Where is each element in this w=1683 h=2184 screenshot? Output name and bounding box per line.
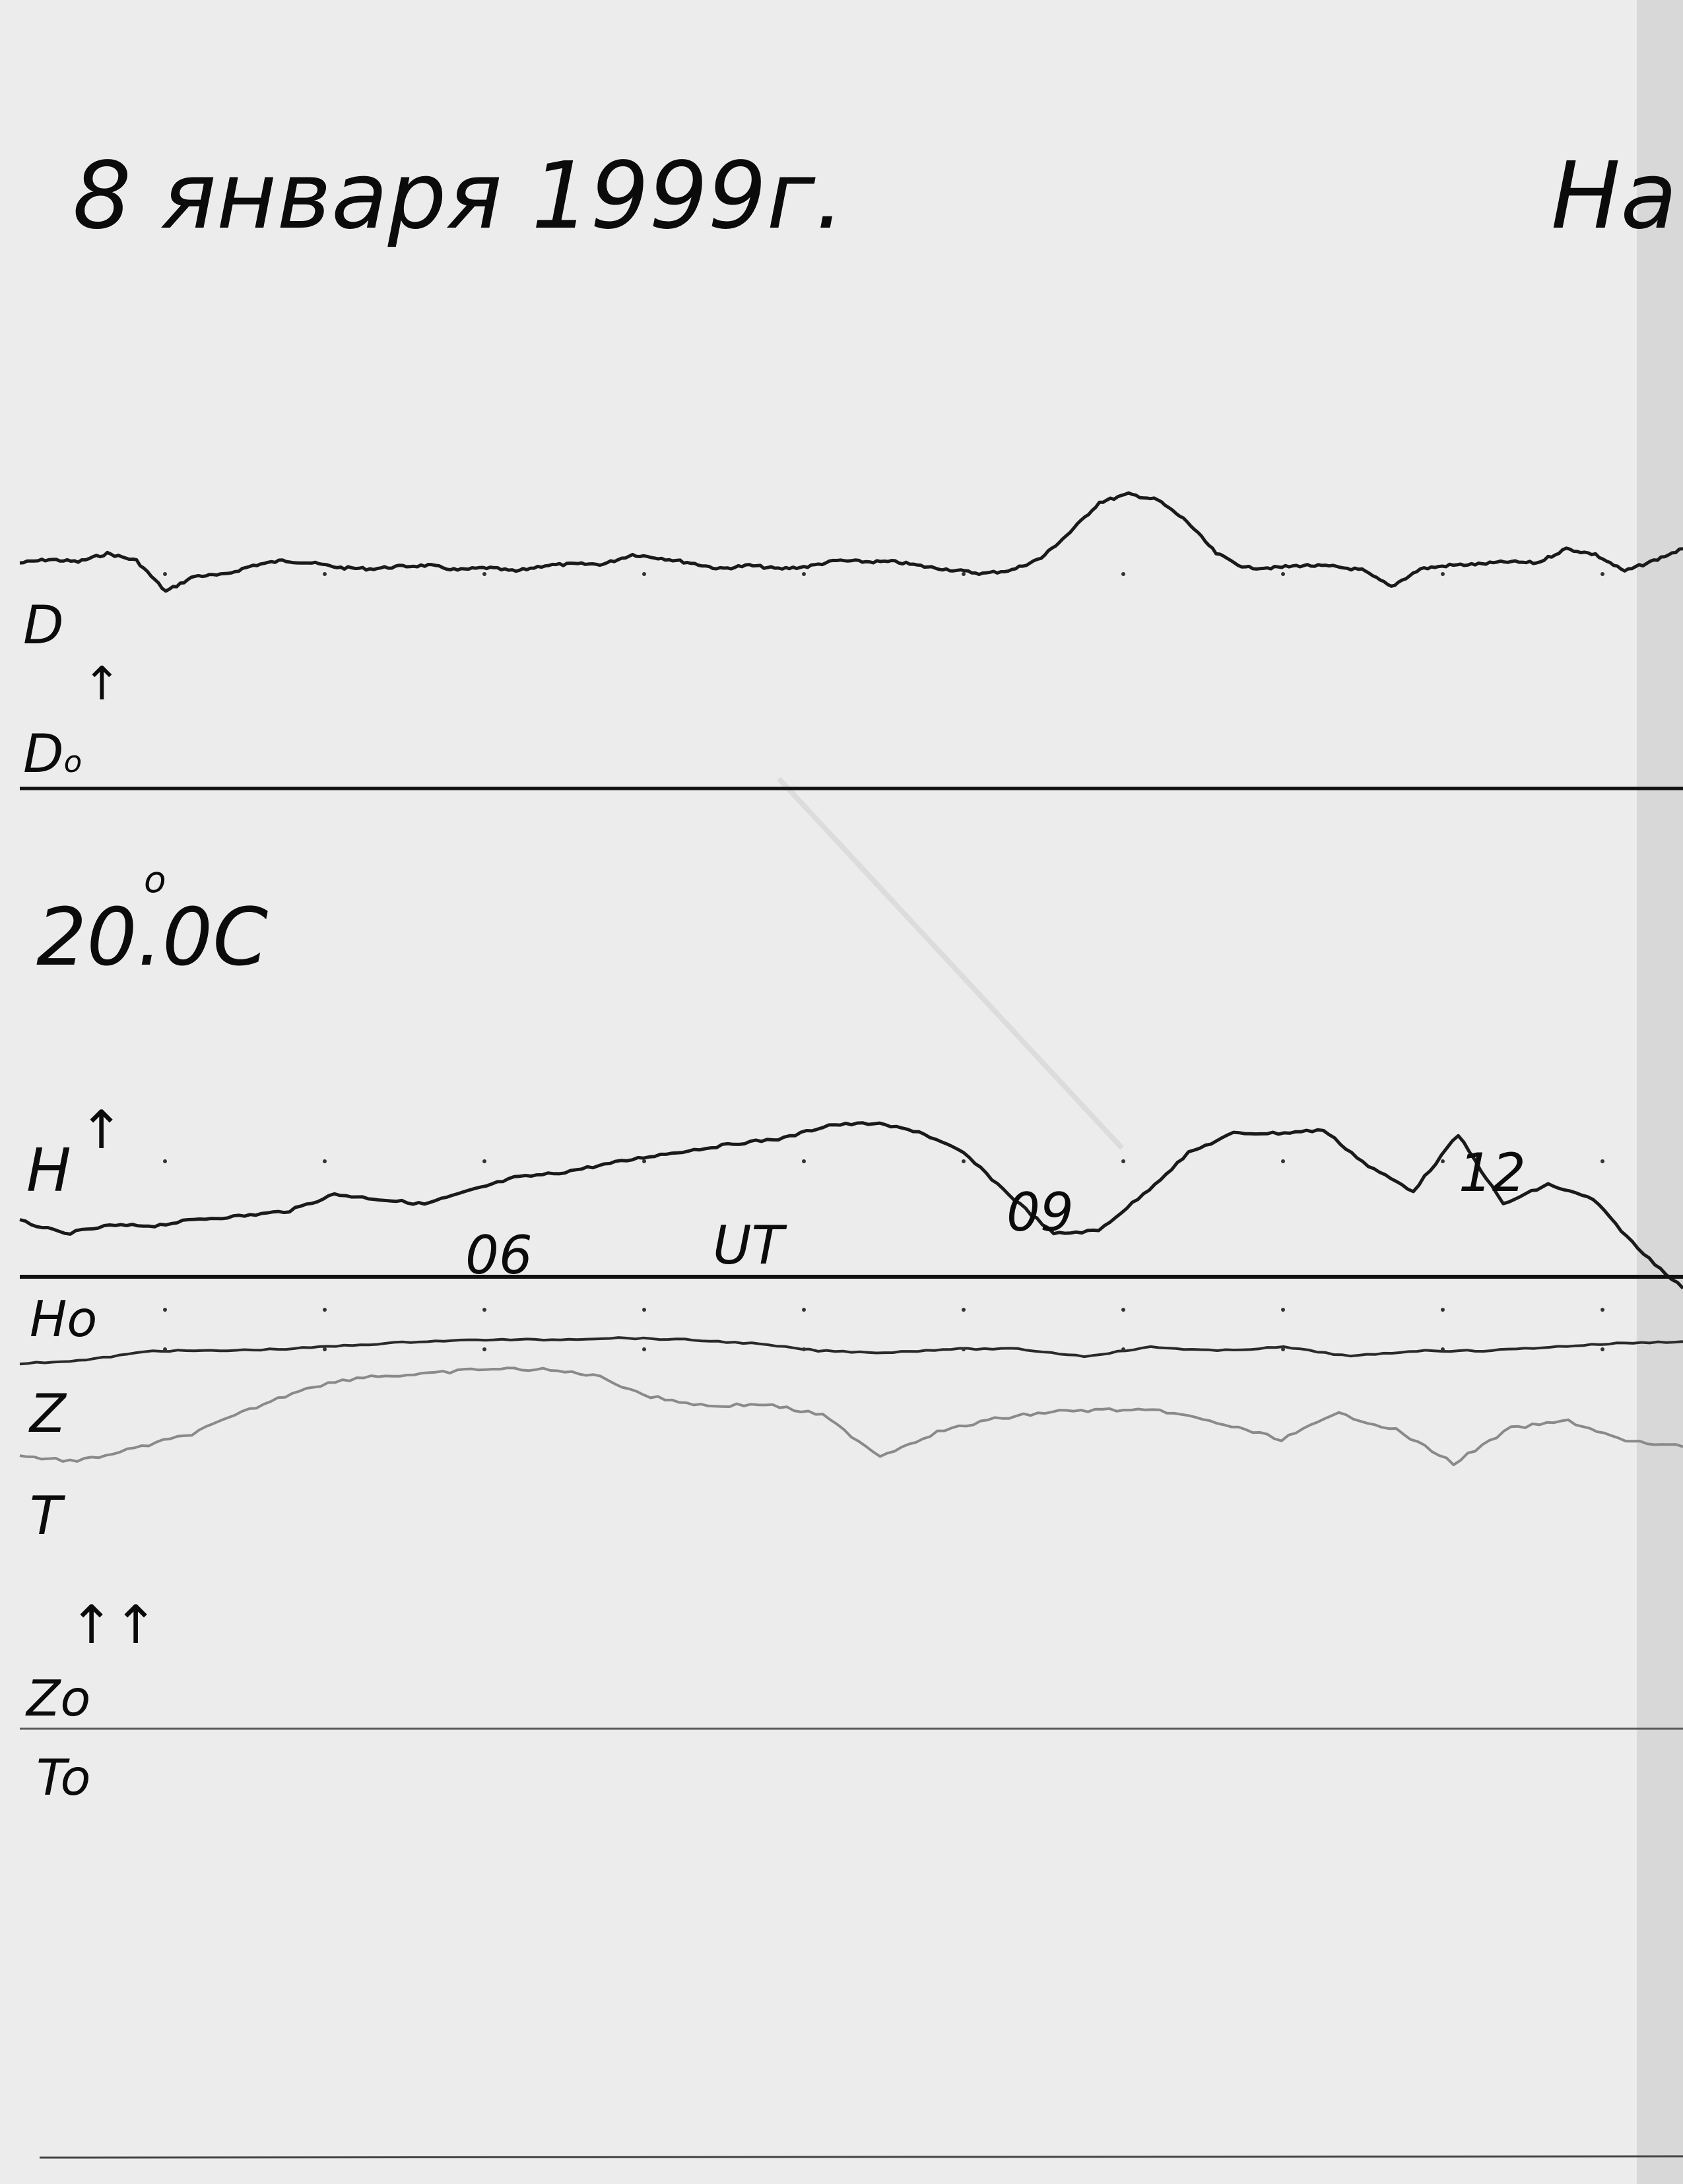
hour-mark: [1600, 1159, 1604, 1163]
hour-mark: [802, 1308, 806, 1312]
hour-mark: [802, 1159, 806, 1163]
hour-mark: [1281, 1308, 1285, 1312]
hour-mark: [642, 572, 646, 576]
bottom-edge-line: [40, 2156, 1683, 2158]
label-z: Z: [30, 1383, 66, 1444]
hour-mark: [1441, 1159, 1445, 1163]
hour-mark: [642, 1347, 646, 1351]
date-title: 8 января 1999г.: [73, 143, 845, 250]
label-h0: Ho: [30, 1290, 98, 1348]
label-d: D: [23, 594, 64, 656]
arrow-h: ↑: [79, 1099, 124, 1161]
hour-mark: [323, 1159, 327, 1163]
temperature-label: 20.0C: [36, 892, 268, 984]
hour-mark: [1441, 1308, 1445, 1312]
label-t: T: [30, 1485, 62, 1547]
hour-mark: [323, 1308, 327, 1312]
tick-label-ut: UT: [713, 1215, 784, 1276]
hour-mark: [163, 1159, 167, 1163]
station-name-partial: На: [1551, 143, 1678, 250]
hour-mark: [1281, 572, 1285, 576]
hour-mark: [482, 1159, 486, 1163]
hour-mark: [323, 1347, 327, 1351]
tick-label-12: 12: [1459, 1142, 1526, 1204]
hour-mark: [1441, 1347, 1445, 1351]
hour-mark: [642, 1159, 646, 1163]
hour-mark: [1600, 1308, 1604, 1312]
hour-mark: [1441, 572, 1445, 576]
hour-mark: [323, 572, 327, 576]
label-d0: Do: [23, 723, 82, 785]
hour-mark: [1121, 1308, 1125, 1312]
temperature-degree-mark: o: [144, 858, 166, 901]
hour-mark: [482, 1347, 486, 1351]
hour-mark: [1600, 572, 1604, 576]
hour-mark: [962, 1308, 966, 1312]
arrows-z-t: ↑↑: [69, 1594, 158, 1655]
label-z0: Zo: [26, 1669, 91, 1727]
tick-label-09: 09: [1006, 1182, 1074, 1243]
hour-mark: [482, 1308, 486, 1312]
hour-mark: [1121, 572, 1125, 576]
hour-mark: [802, 1347, 806, 1351]
arrow-d: ↑: [82, 657, 121, 711]
hour-mark: [163, 1308, 167, 1312]
label-h: H: [26, 1136, 71, 1205]
hour-mark: [962, 1347, 966, 1351]
hour-mark: [962, 1159, 966, 1163]
hour-mark: [962, 572, 966, 576]
hour-mark: [1600, 1347, 1604, 1351]
hour-mark: [1281, 1347, 1285, 1351]
hour-mark: [482, 572, 486, 576]
right-edge-shadow: [1637, 0, 1683, 2184]
tick-label-06: 06: [465, 1225, 533, 1286]
label-t0: To: [36, 1749, 91, 1807]
hour-mark: [163, 1347, 167, 1351]
hour-mark: [163, 572, 167, 576]
hour-mark: [802, 572, 806, 576]
hour-mark: [1281, 1159, 1285, 1163]
hour-mark: [1121, 1347, 1125, 1351]
hour-mark: [1121, 1159, 1125, 1163]
hour-mark: [642, 1308, 646, 1312]
